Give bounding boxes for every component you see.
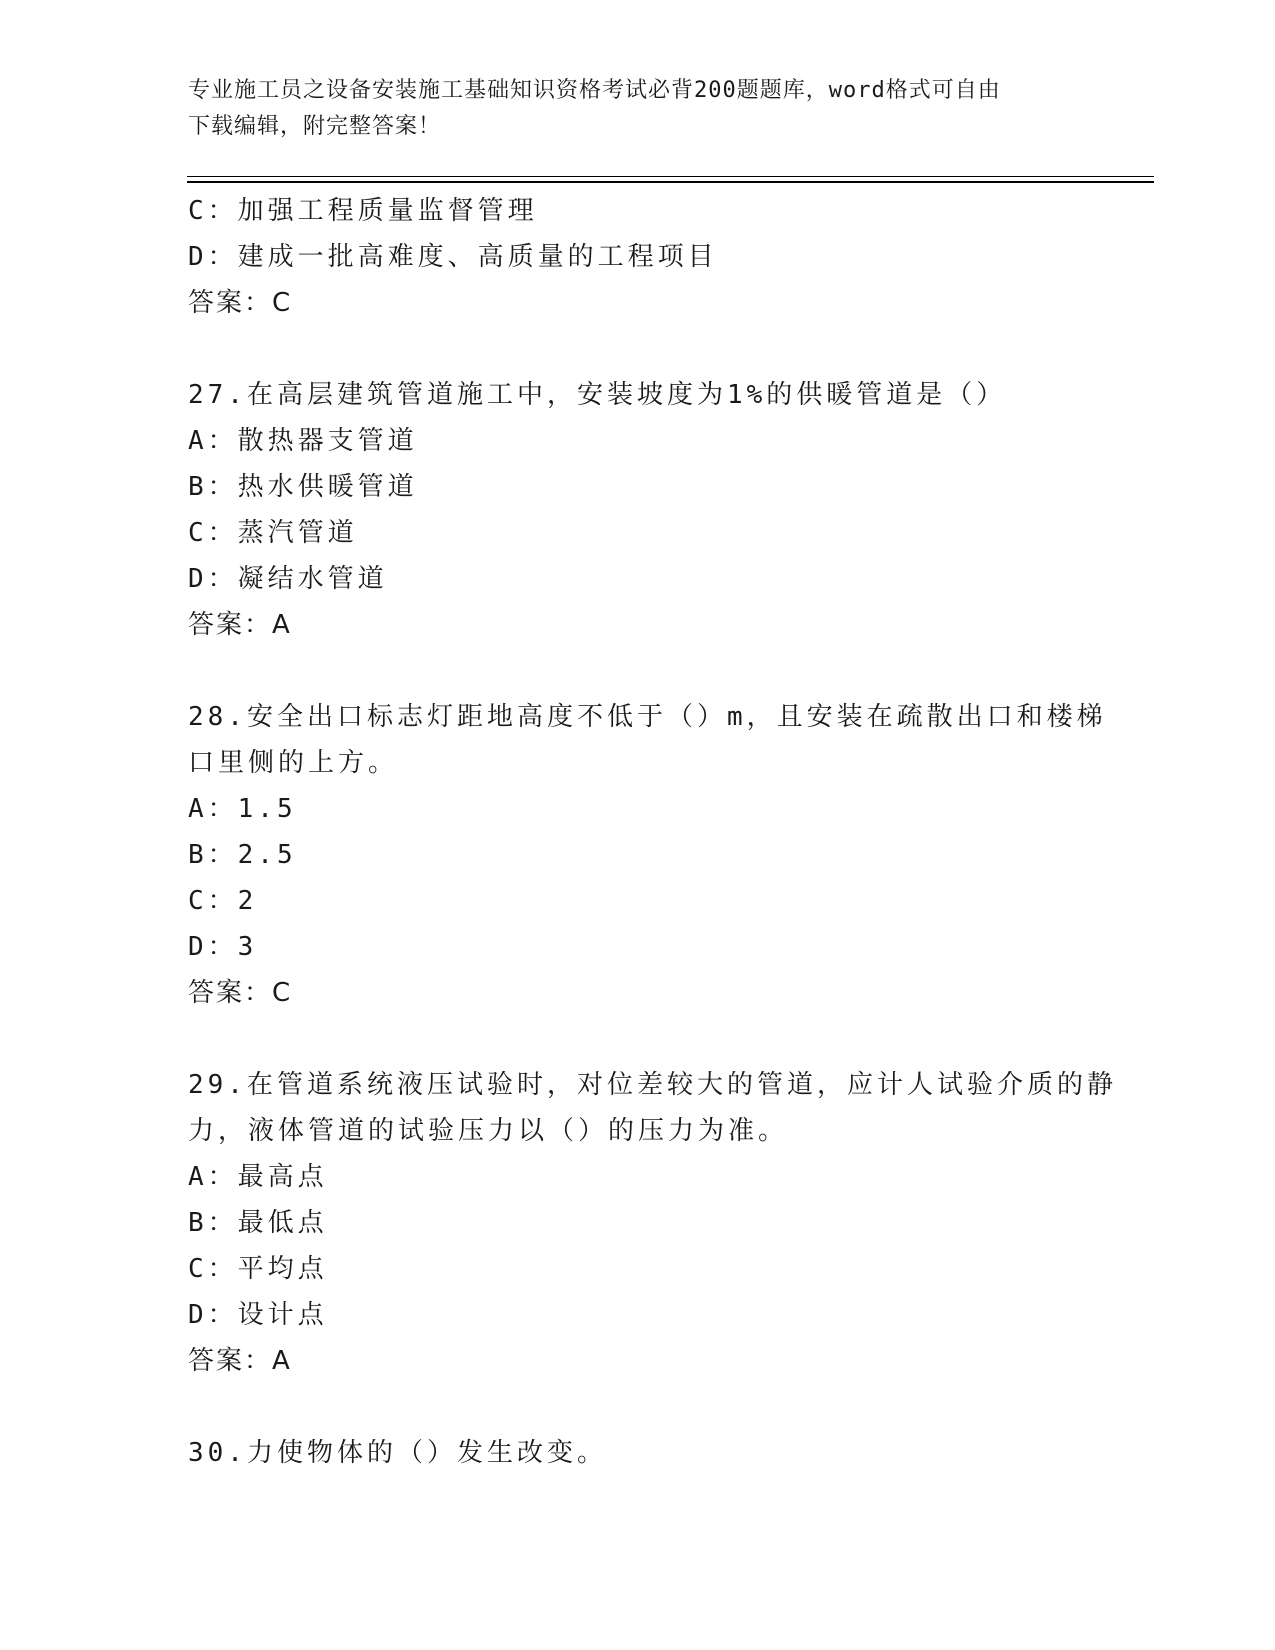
header-divider-thick: [187, 181, 1154, 183]
question-stem: 30.力使物体的（）发生改变。: [188, 1438, 607, 1468]
question-28: [188, 694, 1107, 1016]
question-stem-line-1: 28.安全出口标志灯距地高度不低于（）m，且安装在疏散出口和楼梯: [188, 702, 1107, 732]
question-29: [188, 1062, 1117, 1384]
option-a: A：最高点: [188, 1162, 328, 1192]
option-d: D：3: [188, 932, 258, 962]
answer: 答案：A: [188, 610, 292, 640]
option-b: B：最低点: [188, 1208, 328, 1238]
answer: 答案：C: [188, 978, 293, 1008]
option-a: A：1.5: [188, 794, 297, 824]
option-a: A：散热器支管道: [188, 426, 418, 456]
option-c: C：平均点: [188, 1254, 328, 1284]
question-30: [188, 1430, 1088, 1476]
option-c: C：2: [188, 886, 258, 916]
header-line-2: 下载编辑，附完整答案！: [188, 114, 442, 139]
question-stem-line-2: 口里侧的上方。: [188, 748, 399, 778]
option-d: D：建成一批高难度、高质量的工程项目: [188, 242, 718, 272]
question-stem: 27.在高层建筑管道施工中，安装坡度为1%的供暖管道是（）: [188, 380, 1007, 410]
question-stem-line-1: 29.在管道系统液压试验时，对位差较大的管道，应计人试验介质的静: [188, 1070, 1117, 1100]
option-c: C：加强工程质量监督管理: [188, 196, 538, 226]
option-b: B：热水供暖管道: [188, 472, 418, 502]
option-b: B：2.5: [188, 840, 297, 870]
answer: 答案：A: [188, 1346, 292, 1376]
question-26-tail: [188, 188, 1088, 326]
option-d: D：凝结水管道: [188, 564, 388, 594]
question-list: [188, 188, 1117, 1476]
document-header: [188, 73, 1088, 145]
header-line-1: 专业施工员之设备安装施工基础知识资格考试必背200题题库，word格式可自由: [188, 78, 1001, 103]
question-27: [188, 372, 1088, 648]
question-stem-line-2: 力，液体管道的试验压力以（）的压力为准。: [188, 1116, 789, 1146]
answer: 答案：C: [188, 288, 293, 318]
option-d: D：设计点: [188, 1300, 328, 1330]
option-c: C：蒸汽管道: [188, 518, 358, 548]
header-divider-thin: [187, 176, 1154, 177]
